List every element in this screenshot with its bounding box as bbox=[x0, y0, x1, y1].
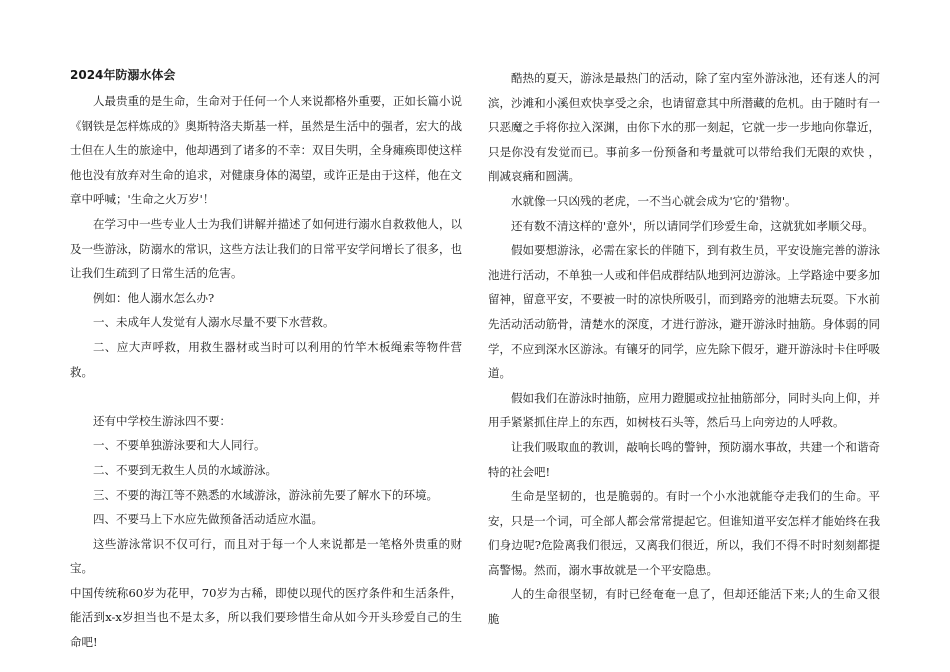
list-item: 二、应大声呼救，用救生器材或当时可以利用的竹竿木板绳索等物件营救。 bbox=[70, 339, 462, 379]
paragraph-cherish-life: 中国传统称60岁为花甲，70岁为古稀，即使以现代的医疗条件和生活条件，能活到x-x岁担当也不是太多，所以我们要珍惜生命从如今开头珍爱自己的生命吧! bbox=[70, 585, 462, 650]
paragraph-summer: 酷热的夏天，游泳是最热门的活动，除了室内室外游泳池，还有迷人的河滨，沙滩和小溪但欢快享受之余，也请留意其中所潜藏的危机。由于随时有一只恶魔之手将你拉入深渊，由你下水的那一刻起，它就一步一步地向你靠近，只是你没有发觉而已。事前多一份预备和考量就可以带给我们无限的欢快 ，削减哀痛和圆满。 bbox=[488, 71, 880, 184]
left-column bbox=[70, 66, 462, 655]
paragraph-four-donts-heading: 还有中学校生游泳四不要： bbox=[93, 413, 231, 428]
paragraph-life-fragile: 生命是坚韧的，也是脆弱的。有时一个小水池就能夺走我们的生命。平安，只是一个词，可全部人都会常常提起它。但谁知道平安怎样才能始终在我们身边呢?危险离我们很远，又离我们很近，所以，我们不得不时时刻刻都提高警惕。然而，溺水事故就是一个平安隐患。 bbox=[488, 489, 880, 577]
paragraph-accidents: 还有数不清这样的'意外'，所以请同学们珍爱生命，这就犹如孝顺父母。 bbox=[511, 218, 874, 233]
list-item: 四、不要马上下水应先做预备活动适应水温。 bbox=[93, 512, 323, 527]
paragraph-intro: 人最贵重的是生命，生命对于任何一个人来说都格外重要，正如长篇小说《钢铁是怎样炼成的》奥斯特洛夫斯基一样，虽然是生活中的强者，宏大的战士但在人生的旅途中，他却遇到了诸多的不幸：双目失明，全身瘫痪即使这样他也没有放弃对生命的追求，对健康身体的渴望，或许正是由于这样，他在文章中呼喊；'生命之火万岁'！ bbox=[70, 94, 462, 207]
paragraph-lesson: 让我们吸取血的教训，敲响长鸣的警钟，预防溺水事故，共建一个和谐奇特的社会吧! bbox=[488, 439, 880, 479]
document-title: 2024年防溺水体会 bbox=[70, 68, 176, 82]
paragraph-swim-safely: 假如要想游泳，必需在家长的伴随下，到有救生员，平安设施完善的游泳池进行活动，不单独一人或和伴侣成群结队地到河边游泳。上学路途中要多加留神，留意平安，不要被一时的凉快所吸引，而到路旁的池塘去玩耍。下水前先活动活动筋骨，清楚水的深度，才进行游泳，避开游泳时抽筋。身体弱的同学，不应到深水区游泳。有镶牙的同学，应先除下假牙，避开游泳时卡住呼吸道。 bbox=[488, 243, 880, 381]
list-item: 一、未成年人发觉有人溺水尽量不要下水营救。 bbox=[93, 315, 335, 330]
paragraph-treasure: 这些游泳常识不仅可行，而且对于每一个人来说都是一笔格外贵重的财宝。 bbox=[70, 536, 462, 576]
right-column bbox=[488, 66, 880, 632]
paragraph-example-question: 例如：他人溺水怎么办? bbox=[93, 290, 215, 305]
paragraph-tiger: 水就像一只凶残的老虎，一不当心就会成为'它的'猎物'。 bbox=[511, 193, 797, 208]
paragraph-spacer bbox=[70, 384, 462, 409]
paragraph-learning: 在学习中一些专业人士为我们讲解并描述了如何进行溺水自救救他人，以及一些游泳，防溺水的常识，这些方法让我们的日常平安学问增长了很多，也让我们生疏到了日常生活的危害。 bbox=[70, 216, 462, 281]
paragraph-cramp: 假如我们在游泳时抽筋，应用力蹬腿或拉扯抽筋部分，同时头向上仰，并用手紧紧抓住岸上的东西，如树枝石头等，然后马上向旁边的人呼救。 bbox=[488, 390, 880, 430]
list-item: 二、不要到无救生人员的水域游泳。 bbox=[93, 462, 277, 477]
list-item: 一、不要单独游泳要和大人同行。 bbox=[93, 438, 266, 453]
list-item: 三、不要的海江等不熟悉的水域游泳，游泳前先要了解水下的环境。 bbox=[93, 487, 438, 502]
paragraph-life-tough: 人的生命很坚韧，有时已经奄奄一息了，但却还能活下来;人的生命又很脆 bbox=[488, 587, 880, 627]
